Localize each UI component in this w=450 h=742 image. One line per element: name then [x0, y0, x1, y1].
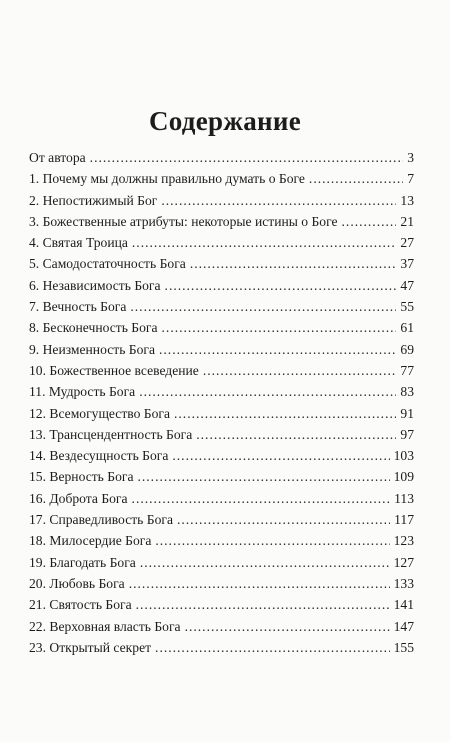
toc-entry[interactable] — [29, 193, 414, 214]
toc-entry-page-number: 133 — [393, 575, 414, 591]
toc-entry-page-number: 123 — [393, 533, 414, 549]
toc-entry-title: 4. Святая Троица — [29, 235, 128, 251]
toc-entry[interactable] — [29, 363, 414, 384]
dot-leader — [190, 256, 397, 272]
toc-entry-title: 16. Доброта Бога — [29, 490, 128, 506]
toc-entry-page-number: 141 — [393, 597, 414, 613]
toc-entry[interactable] — [29, 299, 414, 320]
toc-entry[interactable] — [29, 491, 414, 512]
toc-entry-page-number: 37 — [400, 256, 414, 272]
dot-leader — [309, 171, 403, 187]
dot-leader — [159, 342, 396, 358]
toc-entry[interactable] — [29, 555, 414, 576]
toc-entry-title: 7. Вечность Бога — [29, 299, 127, 315]
toc-entry-title: 10. Божественное всеведение — [29, 362, 199, 378]
toc-entry[interactable] — [29, 384, 414, 405]
toc-entry-title: 19. Благодать Бога — [29, 554, 136, 570]
toc-entry[interactable] — [29, 619, 414, 640]
toc-entry[interactable] — [29, 342, 414, 363]
toc-entry-title: 20. Любовь Бога — [29, 575, 125, 591]
dot-leader — [165, 278, 397, 294]
toc-entry[interactable] — [29, 640, 414, 661]
toc-entry-title: 17. Справедливость Бога — [29, 512, 173, 528]
toc-entry-page-number: 69 — [400, 341, 414, 357]
toc-entry[interactable] — [29, 214, 414, 235]
toc-entry[interactable] — [29, 256, 414, 277]
toc-entry-title: 15. Верность Бога — [29, 469, 134, 485]
toc-entry-title: 3. Божественные атрибуты: некоторые истины о Боге — [29, 213, 338, 229]
dot-leader — [155, 640, 390, 656]
dot-leader — [196, 427, 396, 443]
toc-entry[interactable] — [29, 533, 414, 554]
page-title: Содержание — [148, 106, 302, 137]
toc-entry[interactable] — [29, 469, 414, 490]
dot-leader — [203, 363, 397, 379]
dot-leader — [162, 320, 397, 336]
toc-entry-title: 23. Открытый секрет — [29, 639, 152, 655]
toc-entry-page-number: 109 — [393, 469, 414, 485]
toc-entry-title: 18. Милосердие Бога — [29, 533, 152, 549]
dot-leader — [177, 512, 390, 528]
toc-entry-title: 1. Почему мы должны правильно думать о Боге — [29, 171, 305, 187]
toc-entry-page-number: 21 — [400, 213, 414, 229]
dot-leader — [155, 533, 389, 549]
toc-entry-page-number: 97 — [400, 426, 414, 442]
toc-entry[interactable] — [29, 406, 414, 427]
dot-leader — [342, 214, 397, 230]
dot-leader — [185, 619, 390, 635]
toc-entry-page-number: 55 — [400, 299, 414, 315]
toc-entry[interactable] — [29, 278, 414, 299]
dot-leader — [132, 235, 397, 251]
toc-entry-page-number: 77 — [400, 362, 414, 378]
toc-entry-title: 21. Святость Бога — [29, 597, 132, 613]
toc-entry-page-number: 7 — [407, 171, 414, 187]
toc-entry-page-number: 117 — [394, 512, 414, 528]
toc-entry[interactable] — [29, 576, 414, 597]
toc-entry-title: 8. Бесконечность Бога — [29, 320, 158, 336]
dot-leader — [161, 193, 396, 209]
toc-entry[interactable] — [29, 597, 414, 618]
toc-entry-title: 2. Непостижимый Бог — [29, 192, 158, 208]
dot-leader — [136, 597, 390, 613]
toc-entry-title: 12. Всемогущество Бога — [29, 405, 171, 421]
toc-entry-page-number: 83 — [400, 384, 414, 400]
toc-entry-page-number: 61 — [400, 320, 414, 336]
table-of-contents — [29, 150, 414, 661]
toc-entry-page-number: 27 — [400, 235, 414, 251]
dot-leader — [129, 576, 390, 592]
dot-leader — [90, 150, 404, 166]
dot-leader — [137, 469, 389, 485]
toc-entry-page-number: 3 — [407, 150, 414, 165]
toc-entry-title: 9. Неизменность Бога — [29, 341, 156, 357]
toc-entry-page-number: 91 — [400, 405, 414, 421]
toc-entry-page-number: 47 — [400, 277, 414, 293]
toc-entry[interactable] — [29, 427, 414, 448]
dot-leader — [132, 491, 391, 507]
dot-leader — [174, 406, 396, 422]
toc-entry[interactable] — [29, 235, 414, 256]
toc-entry-title: 11. Мудрость Бога — [29, 384, 136, 400]
dot-leader — [139, 384, 396, 400]
toc-entry-title: 5. Самодостаточность Бога — [29, 256, 186, 272]
dot-leader — [130, 299, 396, 315]
toc-entry-page-number: 113 — [394, 490, 414, 506]
toc-entry-title: 22. Верховная власть Бога — [29, 618, 181, 634]
toc-entry[interactable] — [29, 171, 414, 192]
toc-entry-title: 6. Независимость Бога — [29, 277, 161, 293]
toc-entry-page-number: 147 — [393, 618, 414, 634]
toc-entry[interactable] — [29, 512, 414, 533]
toc-entry-title: 14. Вездесущность Бога — [29, 448, 169, 464]
toc-entry[interactable] — [29, 448, 414, 469]
toc-entry-page-number: 13 — [400, 192, 414, 208]
toc-entry-page-number: 103 — [393, 448, 414, 464]
dot-leader — [140, 555, 390, 571]
toc-entry-page-number: 127 — [393, 554, 414, 570]
toc-entry[interactable] — [29, 150, 414, 171]
toc-entry-title: 13. Трансцендентность Бога — [29, 426, 193, 442]
toc-entry-page-number: 155 — [393, 639, 414, 655]
toc-entry[interactable] — [29, 320, 414, 341]
toc-entry-title: От автора — [29, 150, 86, 165]
dot-leader — [172, 448, 389, 464]
